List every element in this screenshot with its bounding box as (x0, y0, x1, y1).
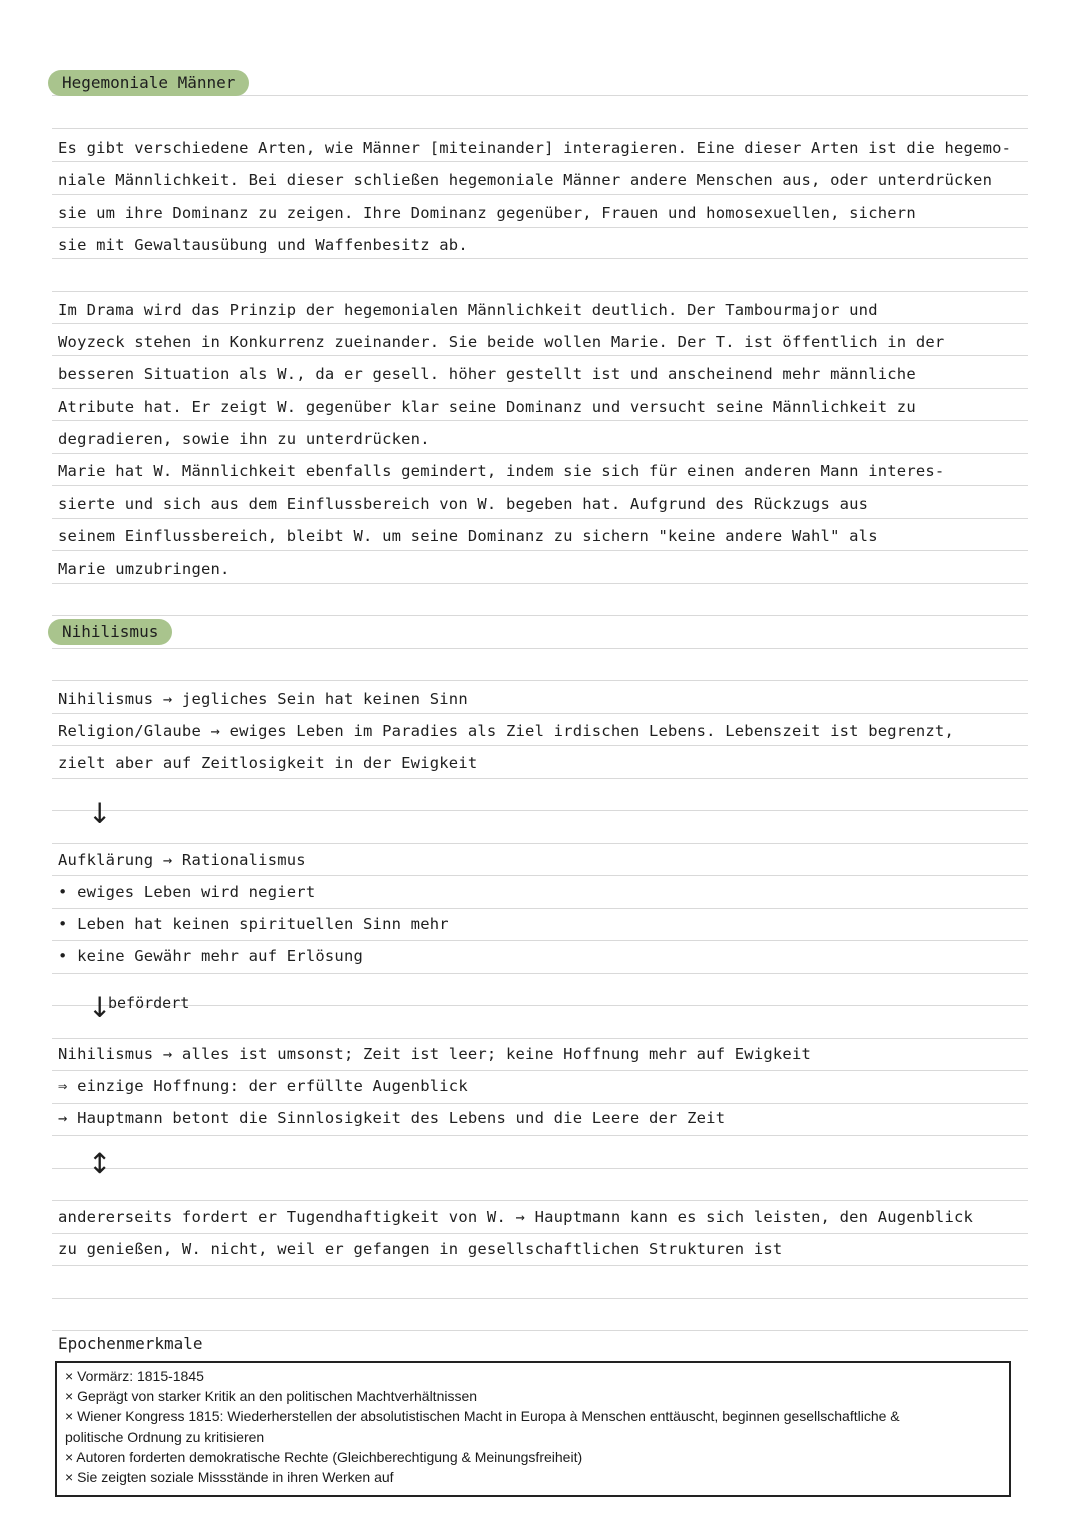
epochen-title: Epochenmerkmale (58, 1334, 203, 1353)
section-tag-nihilismus: Nihilismus (48, 619, 172, 645)
text-line: zielt aber auf Zeitlosigkeit in der Ewigkeit (58, 754, 478, 772)
rule-line (52, 388, 1028, 389)
rule-line (52, 550, 1028, 551)
rule-line (52, 615, 1028, 616)
text-line: degradieren, sowie ihn zu unterdrücken. (58, 430, 430, 448)
rule-line (52, 1265, 1028, 1266)
rule-line (52, 291, 1028, 292)
rule-line (52, 713, 1028, 714)
text-line: sie mit Gewaltausübung und Waffenbesitz ab. (58, 236, 468, 254)
text-line: → Hauptmann betont die Sinnlosigkeit des Lebens und die Leere der Zeit (58, 1109, 726, 1127)
rule-line (52, 128, 1028, 129)
rule-line (52, 1005, 1028, 1006)
rule-line (52, 1233, 1028, 1234)
rule-line (52, 583, 1028, 584)
arrow-note: befördert (108, 994, 190, 1012)
text-line: Im Drama wird das Prinzip der hegemonialen Männlichkeit deutlich. Der Tambourmajor und (58, 301, 878, 319)
rule-line (52, 1168, 1028, 1169)
rule-line (52, 810, 1028, 811)
text-line: Woyzeck stehen in Konkurrenz zueinander. Sie beide wollen Marie. Der T. ist öffentlich in der (58, 333, 945, 351)
arrow-down-icon: ↓ (88, 991, 112, 1024)
rule-line (52, 1298, 1028, 1299)
epochen-item: politische Ordnung zu kritisieren (65, 1428, 265, 1445)
text-line: • ewiges Leben wird negiert (58, 883, 316, 901)
rule-line (52, 420, 1028, 421)
section-tag-hegemonial: Hegemoniale Männer (48, 70, 249, 96)
text-line: Aufklärung → Rationalismus (58, 851, 306, 869)
rule-line (52, 908, 1028, 909)
rule-line (52, 323, 1028, 324)
text-line: Religion/Glaube → ewiges Leben im Paradies als Ziel irdischen Lebens. Lebenszeit ist begrenzt, (58, 722, 954, 740)
text-line: Atribute hat. Er zeigt W. gegenüber klar seine Dominanz und versucht seine Männlichkeit zu (58, 398, 916, 416)
text-line: • keine Gewähr mehr auf Erlösung (58, 947, 364, 965)
text-line: niale Männlichkeit. Bei dieser schließen hegemoniale Männer andere Menschen aus, oder unterdrücken (58, 171, 993, 189)
rule-line (52, 1330, 1028, 1331)
epochen-item: × Vormärz: 1815-1845 (65, 1368, 204, 1384)
rule-line (52, 1135, 1028, 1136)
epochen-item: × Sie zeigten soziale Missstände in ihren Werken auf (65, 1469, 394, 1486)
epochen-item: × Wiener Kongress 1815: Wiederherstellen der absolutistischen Macht in Europa à Menschen enttäuscht, beginnen gesellschaftliche & (65, 1408, 900, 1425)
rule-line (52, 227, 1028, 228)
rule-line (52, 680, 1028, 681)
rule-line (52, 355, 1028, 356)
arrow-down-icon: ↓ (88, 797, 112, 830)
rule-line (52, 745, 1028, 746)
rule-line (52, 778, 1028, 779)
rule-line (52, 194, 1028, 195)
text-line: ⇒ einzige Hoffnung: der erfüllte Augenblick (58, 1077, 468, 1095)
text-line: besseren Situation als W., da er gesell. höher gestellt ist und anscheinend mehr männliche (58, 365, 916, 383)
rule-line (52, 973, 1028, 974)
rule-line (52, 875, 1028, 876)
text-line: Marie hat W. Männlichkeit ebenfalls gemindert, indem sie sich für einen anderen Mann interes- (58, 462, 945, 480)
text-line: Nihilismus → jegliches Sein hat keinen Sinn (58, 690, 468, 708)
text-line: sierte und sich aus dem Einflussbereich von W. begeben hat. Aufgrund des Rückzugs aus (58, 495, 869, 513)
text-line: sie um ihre Dominanz zu zeigen. Ihre Dominanz gegenüber, Frauen und homosexuellen, sichern (58, 204, 916, 222)
epochen-item: × Autoren forderten demokratische Rechte (Gleichberechtigung & Meinungsfreiheit) (65, 1448, 583, 1465)
text-line: zu genießen, W. nicht, weil er gefangen in gesellschaftlichen Strukturen ist (58, 1240, 783, 1258)
text-line: seinem Einflussbereich, bleibt W. um seine Dominanz zu sichern "keine andere Wahl" als (58, 527, 878, 545)
text-line: Marie umzubringen. (58, 560, 230, 578)
rule-line (52, 1200, 1028, 1201)
rule-line (52, 518, 1028, 519)
rule-line (52, 453, 1028, 454)
rule-line (52, 1070, 1028, 1071)
epochen-box (55, 1361, 1011, 1497)
arrow-updown-icon: ↕ (88, 1147, 112, 1180)
rule-line (52, 843, 1028, 844)
rule-line (52, 161, 1028, 162)
epochen-item: × Geprägt von starker Kritik an den politischen Machtverhältnissen (65, 1388, 478, 1405)
text-line: Nihilismus → alles ist umsonst; Zeit ist leer; keine Hoffnung mehr auf Ewigkeit (58, 1045, 812, 1063)
rule-line (52, 1103, 1028, 1104)
rule-line (52, 1038, 1028, 1039)
rule-line (52, 258, 1028, 259)
rule-line (52, 648, 1028, 649)
text-line: Es gibt verschiedene Arten, wie Männer [miteinander] interagieren. Eine dieser Arten ist die hegemo- (58, 139, 1012, 157)
rule-line (52, 485, 1028, 486)
text-line: • Leben hat keinen spirituellen Sinn mehr (58, 915, 449, 933)
rule-line (52, 940, 1028, 941)
text-line: andererseits fordert er Tugendhaftigkeit von W. → Hauptmann kann es sich leisten, den Augenblick (58, 1208, 974, 1226)
